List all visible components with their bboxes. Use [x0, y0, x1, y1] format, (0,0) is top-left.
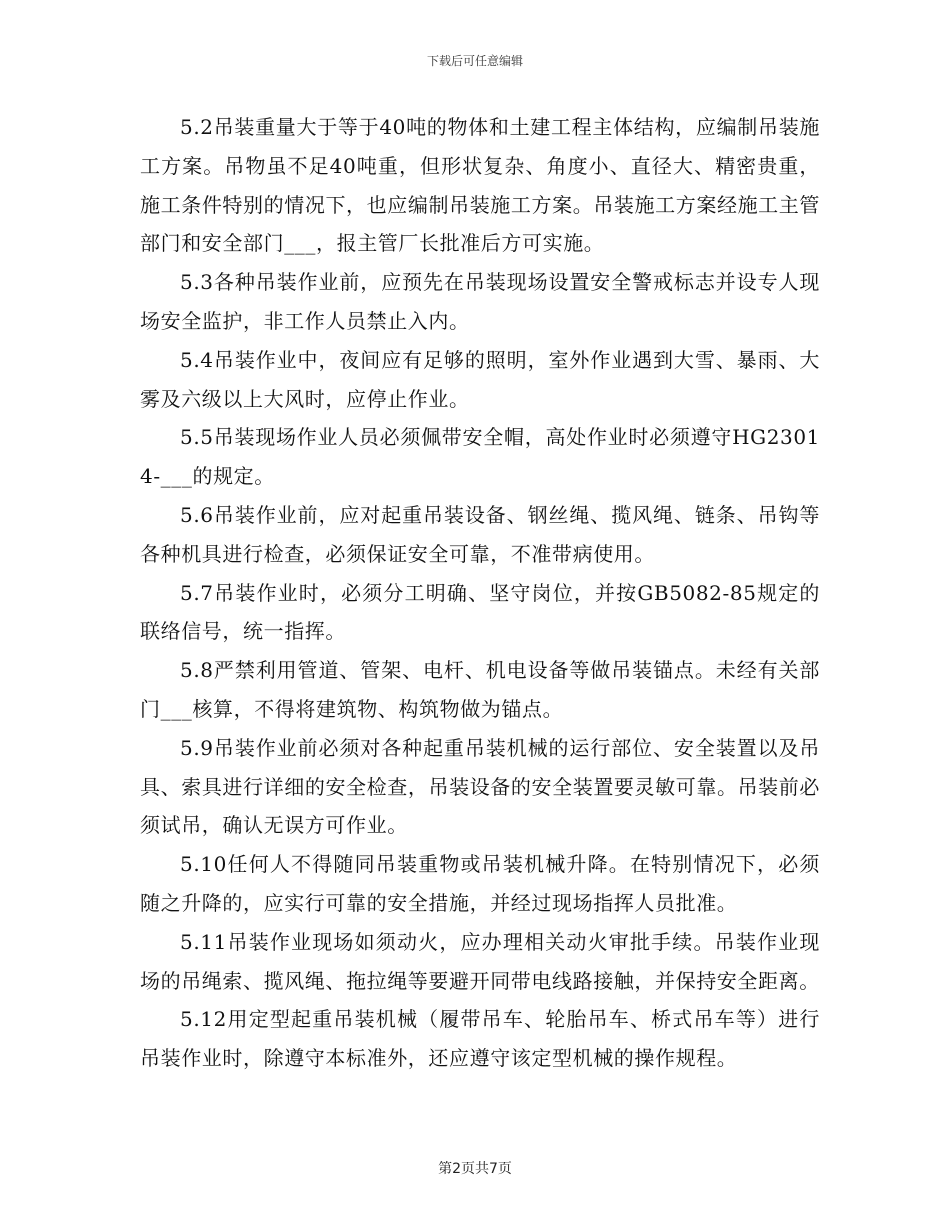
document-body	[140, 108, 820, 1078]
paragraph-5-11: 5.11吊装作业现场如须动火，应办理相关动火审批手续。吊装作业现场的吊绳索、揽风绳、拖拉绳等要避开同带电线路接触，并保持安全距离。	[140, 929, 820, 993]
paragraph-5-3: 5.3各种吊装作业前，应预先在吊装现场设置安全警戒标志并设专人现场安全监护，非工作人员禁止入内。	[140, 270, 820, 333]
paragraph-5-2: 5.2吊装重量大于等于40吨的物体和土建工程主体结构，应编制吊装施工方案。吊物虽不足40吨重，但形状复杂、角度小、直径大、精密贵重，施工条件特别的情况下，也应编制吊装施工方案。吊装施工方案经施工主管部门和安全部门___，报主管厂长批准后方可实施。	[140, 115, 820, 256]
paragraph-5-7: 5.7吊装作业时，必须分工明确、坚守岗位，并按GB5082-85规定的联络信号，统一指挥。	[140, 580, 820, 644]
paragraph-5-6: 5.6吊装作业前，应对起重吊装设备、钢丝绳、揽风绳、链条、吊钩等各种机具进行检查，必须保证安全可靠，不准带病使用。	[140, 502, 820, 566]
paragraph-5-8: 5.8严禁利用管道、管架、电杆、机电设备等做吊装锚点。未经有关部门___核算，不得将建筑物、构筑物做为锚点。	[140, 658, 820, 721]
paragraph-5-4: 5.4吊装作业中，夜间应有足够的照明，室外作业遇到大雪、暴雨、大雾及六级以上大风时，应停止作业。	[140, 347, 820, 411]
paragraph-5-10: 5.10任何人不得随同吊装重物或吊装机械升降。在特别情况下，必须随之升降的，应实行可靠的安全措施，并经过现场指挥人员批准。	[140, 852, 820, 915]
page-number: 第2页共7页	[438, 1161, 512, 1177]
paragraph-5-9: 5.9吊装作业前必须对各种起重吊装机械的运行部位、安全装置以及吊具、索具进行详细的安全检查，吊装设备的安全装置要灵敏可靠。吊装前必须试吊，确认无误方可作业。	[140, 735, 820, 838]
page-header-note: 下载后可任意编辑	[426, 54, 523, 68]
paragraph-5-12: 5.12用定型起重吊装机械（履带吊车、轮胎吊车、桥式吊车等）进行吊装作业时，除遵守本标准外，还应遵守该定型机械的操作规程。	[140, 1007, 820, 1071]
paragraph-5-5: 5.5吊装现场作业人员必须佩带安全帽，高处作业时必须遵守HG23014-___的规定。	[140, 425, 820, 489]
